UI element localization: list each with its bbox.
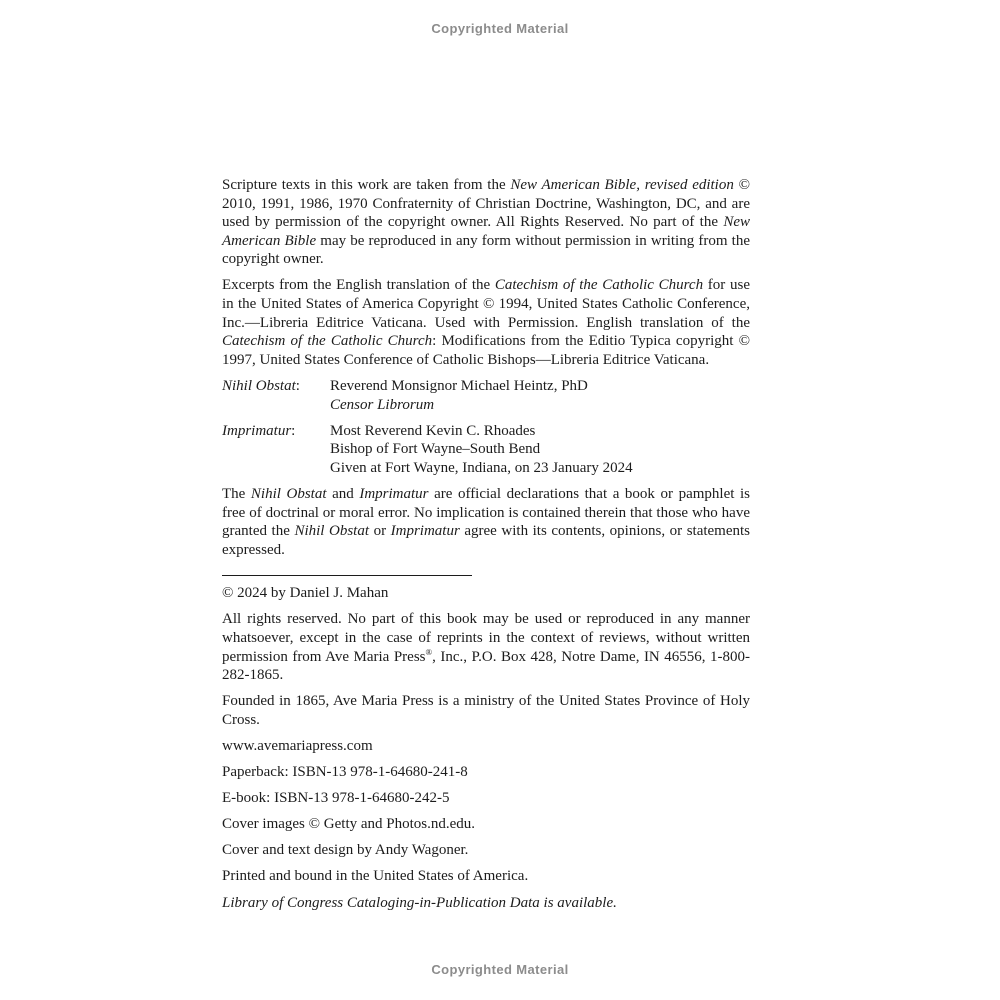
imprimatur-date: Given at Fort Wayne, Indiana, on 23 January 2024 [330,459,633,476]
printed-line: Printed and bound in the United States of America. [222,868,529,885]
declaration-note: The Nihil Obstat and Imprimatur are official declarations that a book or pamphlet is free of doctrinal or moral error. No implication is contained therein that those who have granted the Nihil Obstat or Imprimatur agree with its contents, opinions, or statements expressed. [222,485,751,558]
ebook-isbn: E-book: ISBN-13 978-1-64680-242-5 [222,790,450,807]
copyrighted-material-header: Copyrighted Material [431,21,569,36]
nihil-obstat-title: Censor Librorum [330,396,435,413]
founded-line: Founded in 1865, Ave Maria Press is a ministry of the United States Province of Holy Cross. [222,693,750,728]
imprimatur-label: Imprimatur: [222,422,296,439]
catechism-notice: Excerpts from the English translation of the Catechism of the Catholic Church for use in the United States of America Copyright © 1994, United States Catholic Conference, Inc.—Libreria Editrice Vaticana. Used with Permission. English translation of the Catechism of the Catholic Church: Modifications from the Editio Typica copyright © 1997, United States Conference of Catholic Bishops—Libreria Editrice Vaticana. [222,277,750,368]
design-credit: Cover and text design by Andy Wagoner. [222,842,469,859]
imprimatur-diocese: Bishop of Fort Wayne–South Bend [330,441,541,458]
library-of-congress-line: Library of Congress Cataloging-in-Publication Data is available. [222,894,617,911]
publisher-website: www.avemariapress.com [222,737,373,754]
nihil-obstat-name: Reverend Monsignor Michael Heintz, PhD [330,377,588,394]
nihil-obstat-label: Nihil Obstat: [222,377,300,394]
copyright-page-content [222,176,750,920]
imprimatur-name: Most Reverend Kevin C. Rhoades [330,422,536,439]
imprimatur-value [330,422,750,478]
rights-reserved-notice: All rights reserved. No part of this book may be used or reproduced in any manner whatsoever, except in the case of reprints in the context of reviews, without written permission from Ave Maria Press®, Inc., P.O. Box 428, Notre Dame, IN 46556, 1-800-282-1865. [222,611,750,684]
divider-line [222,575,472,576]
nihil-obstat-row [222,377,750,414]
imprimatur-row [222,422,750,478]
scripture-notice: Scripture texts in this work are taken from the New American Bible, revised edition © 2010, 1991, 1986, 1970 Confraternity of Christian Doctrine, Washington, DC, and are used by permission of the copyright owner. All Rights Reserved. No part of the New American Bible may be reproduced in any form without permission in writing from the copyright owner. [222,177,750,268]
paperback-isbn: Paperback: ISBN-13 978-1-64680-241-8 [222,764,468,781]
nihil-obstat-value [330,377,750,414]
cover-images-credit: Cover images © Getty and Photos.nd.edu. [222,816,476,833]
copyrighted-material-footer: Copyrighted Material [431,962,569,977]
copyright-holder-line: © 2024 by Daniel J. Mahan [222,585,389,602]
